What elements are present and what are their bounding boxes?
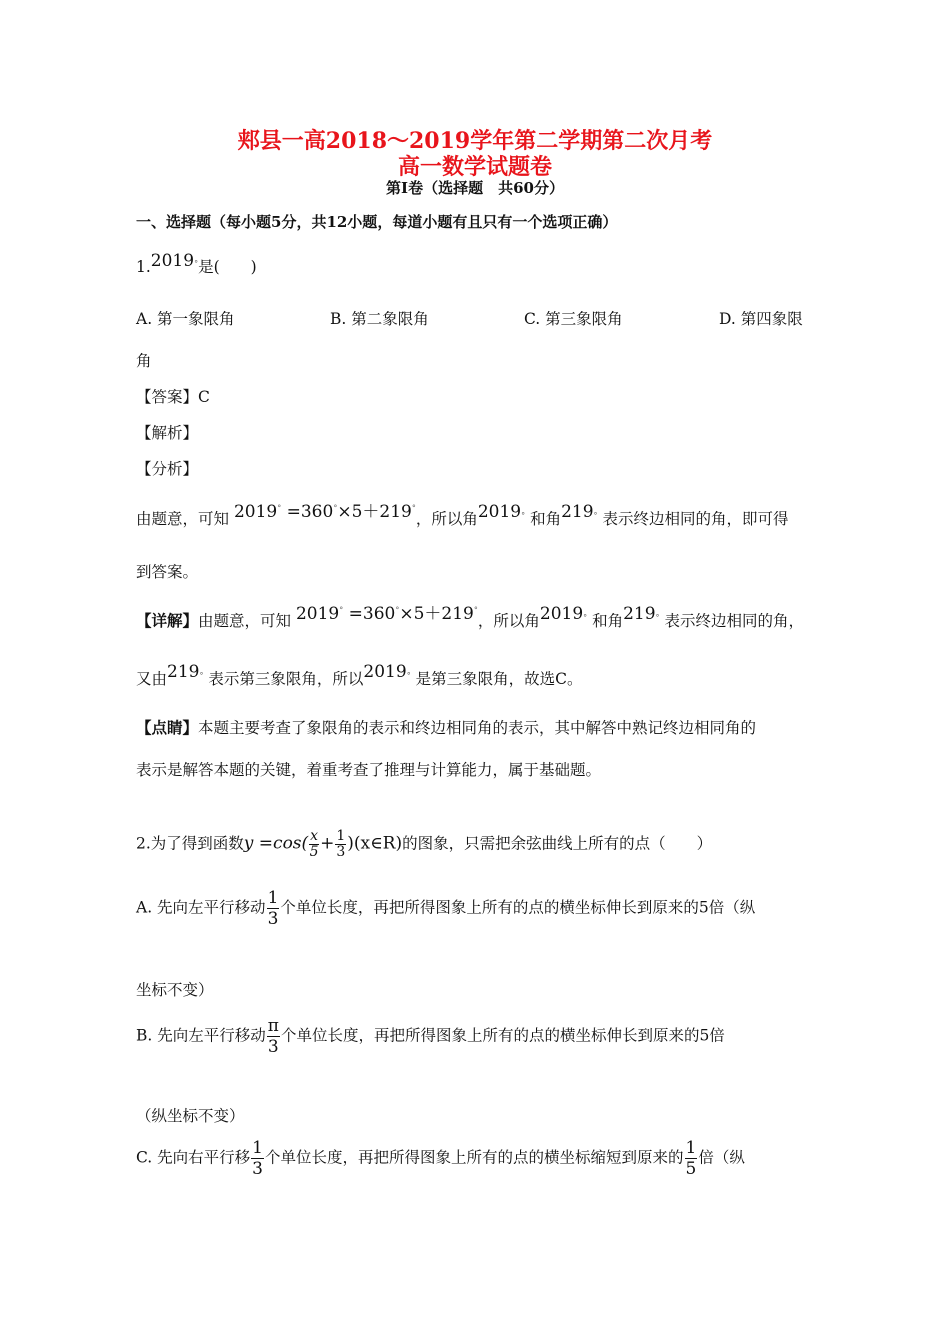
q2-option-b-wrap: （纵坐标不变）	[136, 1107, 245, 1125]
q2-option-a: A. 先向左平行移动 $\frac{1}{3}$ 个单位长度，再把所得图象上所有的点的横坐标伸长到原来的5倍（纵	[136, 888, 756, 929]
title-line-1: 郏县一高2018～2019学年第二学期第二次月考	[237, 128, 713, 154]
q1-comment-label: 【点睛】	[136, 718, 199, 737]
q2-option-a-wrap: 坐标不变）	[136, 981, 214, 999]
q1-option-b: B. 第二象限角	[330, 310, 429, 328]
q1-jiexi-label: 【解析】	[136, 424, 199, 442]
title-line-2: 高一数学试题卷	[397, 154, 552, 180]
q1-option-a: A. 第一象限角	[136, 310, 235, 328]
part-heading: 第Ⅰ卷（选择题 共60分）	[386, 179, 564, 197]
q1-detail-line-2: 又由219° 表示第三象限角，所以2019° 是第三象限角，故选C。	[136, 662, 583, 688]
section-heading: 一、选择题（每小题5分，共12小题，每道小题有且只有一个选项正确）	[136, 213, 618, 231]
q2-option-c: C. 先向右平行移 $\frac{1}{3}$ 个单位长度，再把所得图象上所有的点的横坐标缩短到原来的 $\frac{1}{5}$ 倍（纵	[136, 1138, 745, 1179]
q1-fenxi-label: 【分析】	[136, 460, 199, 478]
q1-comment-line-1: 【点睛】本题主要考查了象限角的表示和终边相同角的表示，其中解答中熟记终边相同角的	[136, 718, 757, 737]
q1-detail-line-1: 【详解】由题意，可知 2019° =360°×5＋219°，所以角2019° 和角219° 表示终边相同的角，	[136, 604, 804, 630]
q1-comment-line-2: 表示是解答本题的关键，着重考查了推理与计算能力，属于基础题。	[136, 761, 602, 779]
q1-number: 1.	[136, 258, 151, 276]
q1-analysis-equation: 2019° =360°×5＋219°	[233, 502, 416, 522]
q1-answer: 【答案】C	[136, 388, 210, 406]
q1-tail: 是( )	[198, 258, 257, 276]
q1-option-c: C. 第三象限角	[524, 310, 623, 328]
q1-option-d-wrap: 角	[136, 352, 152, 370]
q1-stem: 1.2019°是( )	[136, 251, 257, 276]
q2-stem: 2.为了得到函数y =cos( $\frac{x}{5}$ + $\frac{1}{3}$ )(x∈R)的图象，只需把余弦曲线上所有的点（ ）	[136, 828, 713, 860]
q1-expr: 2019	[150, 251, 195, 271]
q1-detail-label: 【详解】	[136, 611, 199, 630]
q1-analysis-line-1: 由题意，可知 2019° =360°×5＋219°，所以角2019° 和角219° 表示终边相同的角，即可得	[136, 502, 789, 528]
q1-option-d: D. 第四象限	[719, 310, 803, 328]
q1-analysis-line-2: 到答案。	[136, 563, 199, 581]
q2-option-b: B. 先向左平行移动 $\frac{\pi}{3}$ 个单位长度，再把所得图象上所有的点的横坐标伸长到原来的5倍	[136, 1016, 725, 1057]
